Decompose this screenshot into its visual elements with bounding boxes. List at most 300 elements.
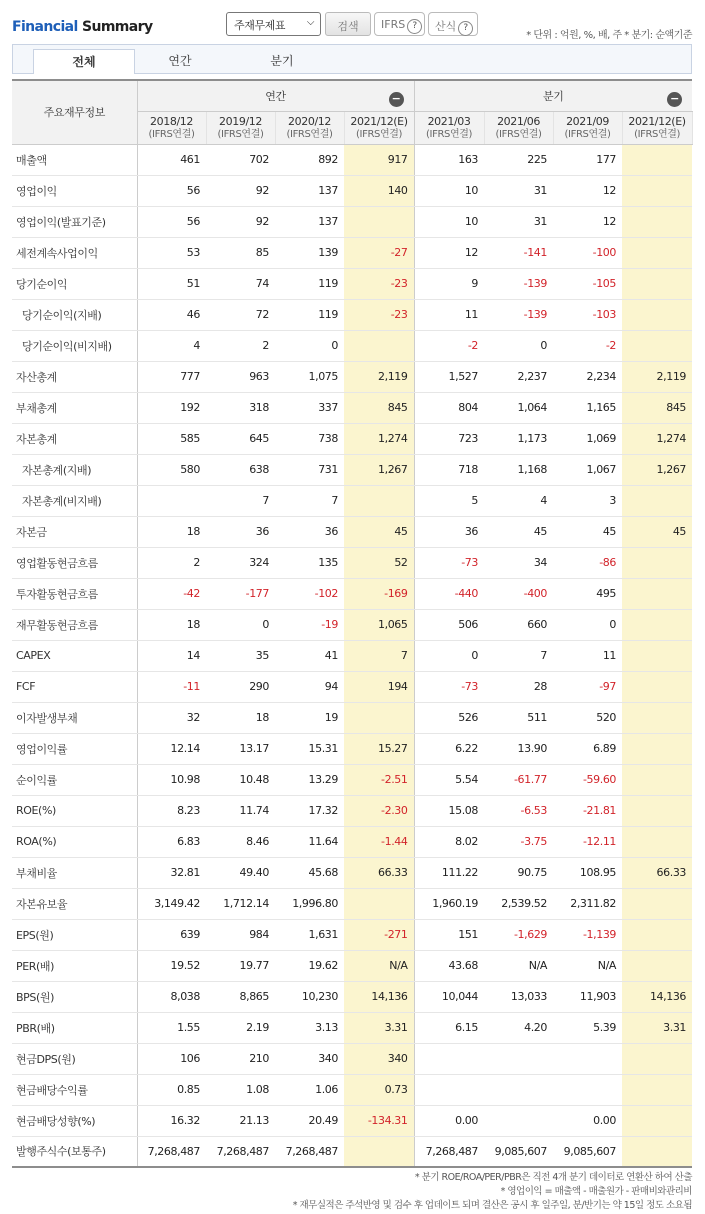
table-cell: 290 [206, 671, 275, 702]
table-cell: 66.33 [622, 857, 692, 888]
table-cell: -2 [553, 330, 622, 361]
table-cell: 0.85 [137, 1074, 206, 1105]
table-cell: 0.00 [553, 1105, 622, 1136]
period-label: 2019/12 [219, 114, 262, 128]
row-label: ROE(%) [12, 795, 137, 826]
table-cell: 19.62 [275, 950, 344, 981]
table-cell: 511 [484, 702, 553, 733]
table-cell: -73 [414, 547, 484, 578]
quarter-group-header [414, 81, 692, 111]
table-cell [622, 826, 692, 857]
table-cell: 8,865 [206, 981, 275, 1012]
table-cell: 36 [414, 516, 484, 547]
table-cell [622, 795, 692, 826]
table-cell: 31 [484, 206, 553, 237]
table-cell [622, 888, 692, 919]
table-cell: 495 [553, 578, 622, 609]
table-row [12, 423, 692, 454]
table-row [12, 1043, 692, 1074]
collapse-annual-icon[interactable]: − [389, 92, 404, 107]
table-cell: 12 [553, 206, 622, 237]
table-cell: 1,267 [344, 454, 414, 485]
table-cell: 1.55 [137, 1012, 206, 1043]
table-row [12, 1012, 692, 1043]
row-label: 당기순이익 [12, 268, 137, 299]
table-cell: -61.77 [484, 764, 553, 795]
table-cell: 45 [622, 516, 692, 547]
table-cell: 718 [414, 454, 484, 485]
table-cell: 177 [553, 144, 622, 175]
table-cell: 0.00 [414, 1105, 484, 1136]
row-label: 당기순이익(지배) [12, 299, 137, 330]
footnote: * 영업이익 = 매출액 - 매출원가 - 판매비와관리비 [500, 1186, 692, 1197]
table-cell: 7,268,487 [137, 1136, 206, 1167]
quarter-group-label: 분기 [543, 89, 564, 103]
table-cell [414, 1043, 484, 1074]
period-basis: (IFRS연결) [426, 128, 472, 140]
table-cell: 92 [206, 206, 275, 237]
table-cell: 19.52 [137, 950, 206, 981]
table-cell: 1,069 [553, 423, 622, 454]
period-label: 2020/12 [288, 114, 331, 128]
tab-quarterly[interactable]: 분기 [270, 54, 294, 68]
row-label: 부채총계 [12, 392, 137, 423]
table-cell: 1,996.80 [275, 888, 344, 919]
table-cell: -440 [414, 578, 484, 609]
table-cell: 324 [206, 547, 275, 578]
table-cell: -105 [553, 268, 622, 299]
table-cell: -2 [414, 330, 484, 361]
table-cell: 0.73 [344, 1074, 414, 1105]
table-cell: 9,085,607 [484, 1136, 553, 1167]
title-brand: Financial [12, 19, 78, 35]
table-cell: 585 [137, 423, 206, 454]
table-cell: 845 [622, 392, 692, 423]
table-cell: 7 [275, 485, 344, 516]
table-row [12, 1105, 692, 1136]
table-row [12, 268, 692, 299]
annual-group-header [137, 81, 414, 111]
row-label: 순이익률 [12, 764, 137, 795]
table-cell: -102 [275, 578, 344, 609]
table-cell: 32.81 [137, 857, 206, 888]
table-cell: 13,033 [484, 981, 553, 1012]
table-cell: 1.08 [206, 1074, 275, 1105]
table-row [12, 795, 692, 826]
table-row [12, 361, 692, 392]
row-label: 자본총계(비지배) [12, 485, 137, 516]
table-cell: 3 [553, 485, 622, 516]
table-cell: 210 [206, 1043, 275, 1074]
table-cell [484, 1043, 553, 1074]
table-cell: 163 [414, 144, 484, 175]
table-cell: 4 [484, 485, 553, 516]
table-row [12, 764, 692, 795]
table-cell: N/A [553, 950, 622, 981]
table-cell: 6.89 [553, 733, 622, 764]
table-cell [622, 733, 692, 764]
table-cell: N/A [344, 950, 414, 981]
table-row [12, 671, 692, 702]
table-cell: 66.33 [344, 857, 414, 888]
table-cell: 8,038 [137, 981, 206, 1012]
table-cell [344, 702, 414, 733]
help-icon: ? [407, 19, 422, 34]
table-cell: 151 [414, 919, 484, 950]
table-cell: 106 [137, 1043, 206, 1074]
chevron-down-icon: ⌵ [306, 17, 314, 28]
row-label: 영업이익 [12, 175, 137, 206]
table-cell [622, 1136, 692, 1167]
period-basis: (IFRS연결) [564, 128, 611, 140]
table-cell: -103 [553, 299, 622, 330]
table-cell: 3.13 [275, 1012, 344, 1043]
table-row [12, 733, 692, 764]
table-cell [622, 268, 692, 299]
table-cell: -21.81 [553, 795, 622, 826]
period-label: 2021/03 [427, 114, 471, 128]
table-cell [622, 609, 692, 640]
table-cell: 72 [206, 299, 275, 330]
period-basis: (IFRS연결) [286, 128, 333, 140]
table-cell: 4.20 [484, 1012, 553, 1043]
table-cell [622, 1043, 692, 1074]
table-cell: 13.17 [206, 733, 275, 764]
footnotes [293, 1171, 692, 1213]
table-cell: 18 [137, 516, 206, 547]
table-row [12, 175, 692, 206]
table-cell: -2.30 [344, 795, 414, 826]
period-label: 2018/12 [150, 114, 193, 128]
table-cell: 34 [484, 547, 553, 578]
period-header [206, 111, 275, 144]
table-cell: 731 [275, 454, 344, 485]
table-cell: 337 [275, 392, 344, 423]
table-cell: -1,139 [553, 919, 622, 950]
table-cell: 580 [137, 454, 206, 485]
table-cell: 56 [137, 175, 206, 206]
row-label: 현금배당성향(%) [12, 1105, 137, 1136]
table-cell: -23 [344, 299, 414, 330]
table-cell: 14 [137, 640, 206, 671]
table-cell: 8.23 [137, 795, 206, 826]
table-cell: 35 [206, 640, 275, 671]
table-cell: -59.60 [553, 764, 622, 795]
table-cell [622, 640, 692, 671]
statement-type-select[interactable] [226, 12, 321, 36]
unit-note: * 단위 : 억원, %, 배, 주 * 분기: 순액기준 [526, 30, 692, 41]
table-cell: 2,311.82 [553, 888, 622, 919]
row-label: 자본유보율 [12, 888, 137, 919]
table-cell: -141 [484, 237, 553, 268]
table-cell: -271 [344, 919, 414, 950]
table-cell: 340 [344, 1043, 414, 1074]
table-cell: 2.19 [206, 1012, 275, 1043]
table-cell: 31 [484, 175, 553, 206]
ifrs-help-button[interactable] [374, 12, 425, 36]
table-cell: -139 [484, 268, 553, 299]
table-cell: 5.39 [553, 1012, 622, 1043]
table-cell: 738 [275, 423, 344, 454]
period-header [344, 111, 414, 144]
ifrs-label: IFRS [381, 18, 406, 31]
table-cell: 1,065 [344, 609, 414, 640]
row-label: 부채비율 [12, 857, 137, 888]
table-cell: 192 [137, 392, 206, 423]
table-cell: 6.22 [414, 733, 484, 764]
row-label: 이자발생부채 [12, 702, 137, 733]
period-header [553, 111, 622, 144]
table-row [12, 485, 692, 516]
period-label: 2021/09 [566, 114, 609, 128]
row-label: BPS(원) [12, 981, 137, 1012]
table-cell: 3.31 [622, 1012, 692, 1043]
table-cell: 1,064 [484, 392, 553, 423]
table-cell: 526 [414, 702, 484, 733]
table-cell: 0 [553, 609, 622, 640]
row-label: 발행주식수(보통주) [12, 1136, 137, 1167]
row-label: 영업이익(발표기준) [12, 206, 137, 237]
table-cell: 11 [414, 299, 484, 330]
table-cell [622, 1074, 692, 1105]
table-cell: 119 [275, 268, 344, 299]
collapse-quarter-icon[interactable]: − [667, 92, 682, 107]
table-cell [622, 237, 692, 268]
table-cell [553, 1074, 622, 1105]
table-cell: 702 [206, 144, 275, 175]
table-cell [344, 485, 414, 516]
period-label: 2021/06 [497, 114, 540, 128]
table-cell: 4 [137, 330, 206, 361]
table-cell: 7,268,487 [275, 1136, 344, 1167]
table-cell: 1,165 [553, 392, 622, 423]
table-cell: 7,268,487 [206, 1136, 275, 1167]
table-row [12, 1136, 692, 1167]
period-label: 2021/12(E) [350, 114, 408, 128]
table-cell [414, 1074, 484, 1105]
row-label: 자본총계(지배) [12, 454, 137, 485]
table-cell: 11 [553, 640, 622, 671]
table-cell: 19 [275, 702, 344, 733]
table-cell: 10,230 [275, 981, 344, 1012]
table-cell: 7 [206, 485, 275, 516]
table-cell: 639 [137, 919, 206, 950]
top-bar [0, 0, 705, 44]
table-cell: 638 [206, 454, 275, 485]
table-row [12, 454, 692, 485]
table-cell [137, 485, 206, 516]
table-cell: 46 [137, 299, 206, 330]
tab-annual[interactable]: 연간 [168, 54, 192, 68]
table-cell: 15.08 [414, 795, 484, 826]
table-cell: 7 [344, 640, 414, 671]
table-row [12, 981, 692, 1012]
table-cell: -400 [484, 578, 553, 609]
table-cell: 11.74 [206, 795, 275, 826]
table-cell: 917 [344, 144, 414, 175]
table-body [12, 144, 692, 1167]
table-cell: 1,960.19 [414, 888, 484, 919]
corner-header: 주요재무정보 [12, 81, 137, 144]
tab-all[interactable]: 전체 [33, 49, 135, 74]
table-cell: -27 [344, 237, 414, 268]
table-cell: 1,267 [622, 454, 692, 485]
table-cell: 10.98 [137, 764, 206, 795]
table-cell: 6.15 [414, 1012, 484, 1043]
table-cell [344, 330, 414, 361]
table-cell: -23 [344, 268, 414, 299]
table-cell: 52 [344, 547, 414, 578]
table-cell: 94 [275, 671, 344, 702]
period-header [484, 111, 553, 144]
table-cell: 32 [137, 702, 206, 733]
table-cell: 3,149.42 [137, 888, 206, 919]
table-cell: 0 [275, 330, 344, 361]
table-cell: 194 [344, 671, 414, 702]
period-tabs [12, 44, 692, 74]
table-cell: 1,168 [484, 454, 553, 485]
table-cell: -177 [206, 578, 275, 609]
table-cell: 1,712.14 [206, 888, 275, 919]
table-cell: 1,274 [622, 423, 692, 454]
table-cell: 11,903 [553, 981, 622, 1012]
annual-group-label: 연간 [265, 89, 286, 103]
table-cell: 43.68 [414, 950, 484, 981]
period-basis: (IFRS연결) [495, 128, 542, 140]
table-cell: 8.02 [414, 826, 484, 857]
table-cell: 8.46 [206, 826, 275, 857]
help-icon: ? [458, 21, 473, 36]
table-row [12, 888, 692, 919]
table-cell [344, 1136, 414, 1167]
table-cell: 13.29 [275, 764, 344, 795]
table-cell: 520 [553, 702, 622, 733]
row-label: PBR(배) [12, 1012, 137, 1043]
table-cell: 9,085,607 [553, 1136, 622, 1167]
table-cell: 660 [484, 609, 553, 640]
financial-summary-table [12, 79, 692, 1168]
table-cell: 137 [275, 175, 344, 206]
table-cell [622, 1105, 692, 1136]
table-cell: 139 [275, 237, 344, 268]
table-cell: 984 [206, 919, 275, 950]
table-cell: 18 [137, 609, 206, 640]
table-cell: 318 [206, 392, 275, 423]
table-row [12, 857, 692, 888]
period-header [414, 111, 484, 144]
table-cell: -97 [553, 671, 622, 702]
row-label: EPS(원) [12, 919, 137, 950]
table-cell: 0 [484, 330, 553, 361]
table-cell: -139 [484, 299, 553, 330]
table-cell: 892 [275, 144, 344, 175]
table-cell [622, 764, 692, 795]
table-cell: 41 [275, 640, 344, 671]
table-cell: 12 [414, 237, 484, 268]
table-cell: 723 [414, 423, 484, 454]
table-cell: -6.53 [484, 795, 553, 826]
table-cell: 3.31 [344, 1012, 414, 1043]
table-cell [622, 206, 692, 237]
table-row [12, 330, 692, 361]
formula-label: 산식 [435, 20, 457, 33]
table-cell: 108.95 [553, 857, 622, 888]
period-basis: (IFRS연결) [356, 128, 402, 140]
table-cell: 2,119 [622, 361, 692, 392]
table-cell: 119 [275, 299, 344, 330]
table-cell: 9 [414, 268, 484, 299]
select-value: 주재무제표 [234, 19, 286, 32]
table-row [12, 950, 692, 981]
table-cell: -86 [553, 547, 622, 578]
table-cell [553, 1043, 622, 1074]
row-label: 자본금 [12, 516, 137, 547]
table-cell: 18 [206, 702, 275, 733]
table-row [12, 640, 692, 671]
table-cell: 506 [414, 609, 484, 640]
table-cell: 11.64 [275, 826, 344, 857]
table-cell: 10,044 [414, 981, 484, 1012]
table-row [12, 578, 692, 609]
table-cell: 74 [206, 268, 275, 299]
table-cell: 5.54 [414, 764, 484, 795]
table-row [12, 516, 692, 547]
table-cell: -100 [553, 237, 622, 268]
table-cell: 1,075 [275, 361, 344, 392]
search-button[interactable]: 검색 [325, 12, 371, 36]
table-cell: -1,629 [484, 919, 553, 950]
table-cell: 92 [206, 175, 275, 206]
title-rest: Summary [81, 19, 153, 35]
table-row [12, 609, 692, 640]
table-row [12, 299, 692, 330]
table-cell: -2.51 [344, 764, 414, 795]
table-row [12, 919, 692, 950]
table-row [12, 547, 692, 578]
table-cell: 45 [553, 516, 622, 547]
table-cell [484, 1105, 553, 1136]
table-cell [622, 950, 692, 981]
row-label: 재무활동현금흐름 [12, 609, 137, 640]
period-label: 2021/12(E) [628, 114, 686, 128]
table-cell: 135 [275, 547, 344, 578]
table-cell: 15.27 [344, 733, 414, 764]
table-cell: 140 [344, 175, 414, 206]
table-cell: 137 [275, 206, 344, 237]
table-cell [344, 206, 414, 237]
table-cell: 5 [414, 485, 484, 516]
row-label: FCF [12, 671, 137, 702]
period-basis: (IFRS연결) [634, 128, 680, 140]
row-label: 매출액 [12, 144, 137, 175]
table-cell [622, 299, 692, 330]
row-label: CAPEX [12, 640, 137, 671]
table-cell: 45.68 [275, 857, 344, 888]
row-label: ROA(%) [12, 826, 137, 857]
formula-help-button[interactable] [428, 12, 478, 36]
table-cell [622, 671, 692, 702]
table-cell: -3.75 [484, 826, 553, 857]
table-cell: 225 [484, 144, 553, 175]
table-cell: 2,234 [553, 361, 622, 392]
table-cell: 7 [484, 640, 553, 671]
table-row [12, 206, 692, 237]
table-cell: 1.06 [275, 1074, 344, 1105]
table-cell: 1,274 [344, 423, 414, 454]
table-cell: 12.14 [137, 733, 206, 764]
page-title [12, 19, 152, 35]
table-cell: 804 [414, 392, 484, 423]
